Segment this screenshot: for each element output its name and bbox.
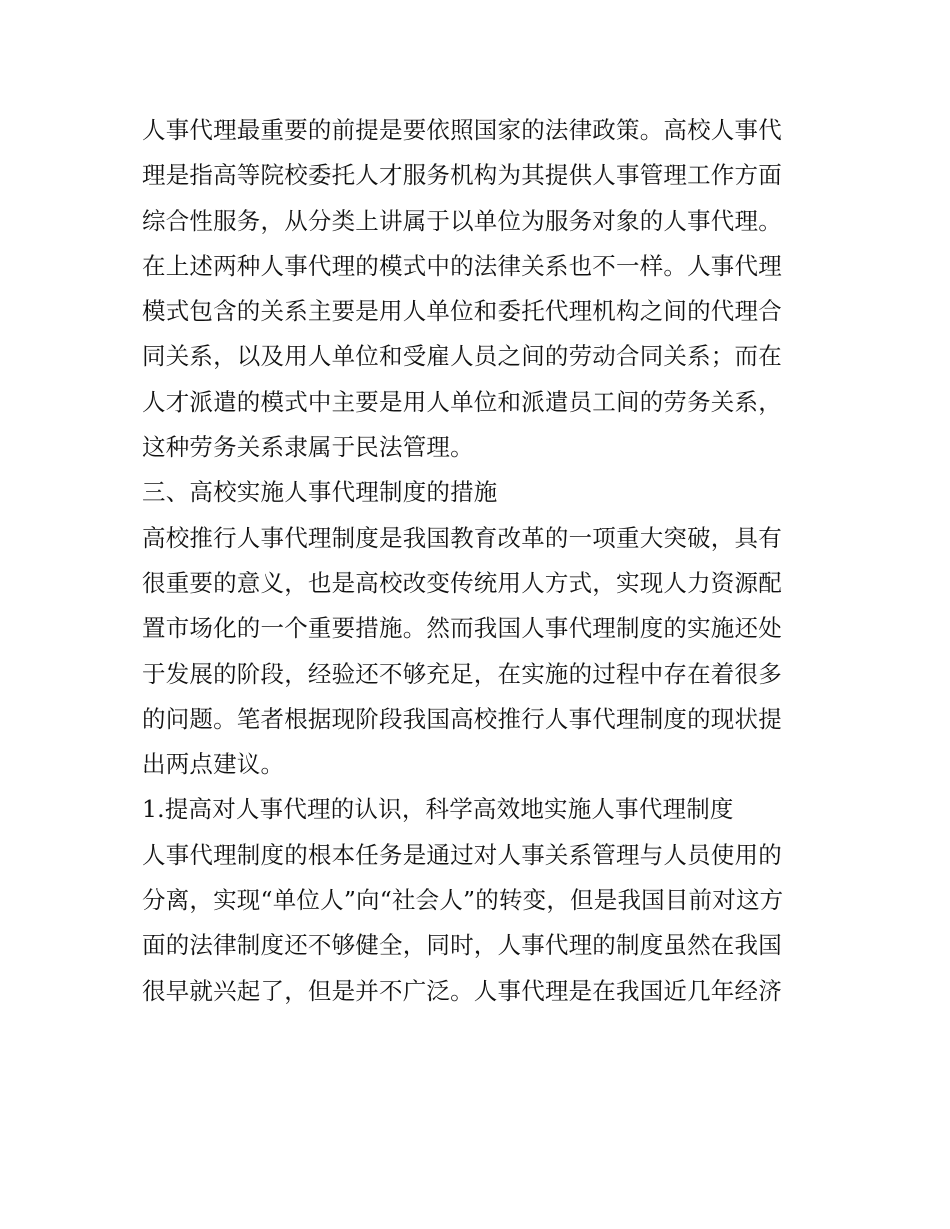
text-line: 很早就兴起了，但是并不广泛。人事代理是在我国近几年经济 xyxy=(142,976,782,1005)
text-line: 的问题。笔者根据现阶段我国高校推行人事代理制度的现状提 xyxy=(142,704,782,733)
text-line: 很重要的意义，也是高校改变传统用人方式，实现人力资源配 xyxy=(142,568,782,597)
text-line: 模式包含的关系主要是用人单位和委托代理机构之间的代理合 xyxy=(142,297,782,326)
text-line: 这种劳务关系隶属于民法管理。 xyxy=(142,433,474,462)
text-line: 出两点建议。 xyxy=(142,750,285,779)
text-line: 综合性服务，从分类上讲属于以单位为服务对象的人事代理。 xyxy=(142,206,782,235)
subsection-heading: 1.提高对人事代理的认识，科学高效地实施人事代理制度 xyxy=(142,795,734,824)
text-line: 在上述两种人事代理的模式中的法律关系也不一样。人事代理 xyxy=(142,251,782,280)
text-line: 于发展的阶段，经验还不够充足，在实施的过程中存在着很多 xyxy=(142,659,782,688)
text-line: 人事代理制度的根本任务是通过对人事关系管理与人员使用的 xyxy=(142,840,782,869)
text-line: 置市场化的一个重要措施。然而我国人事代理制度的实施还处 xyxy=(142,614,782,643)
text-line: 面的法律制度还不够健全，同时，人事代理的制度虽然在我国 xyxy=(142,931,782,960)
section-heading: 三、高校实施人事代理制度的措施 xyxy=(142,478,498,507)
text-line: 高校推行人事代理制度是我国教育改革的一项重大突破，具有 xyxy=(142,523,782,552)
document-body xyxy=(142,108,814,1014)
text-line: 理是指高等院校委托人才服务机构为其提供人事管理工作方面 xyxy=(142,161,782,190)
text-line: 分离，实现“单位人”向“社会人”的转变，但是我国目前对这方 xyxy=(142,886,784,915)
text-line: 同关系，以及用人单位和受雇人员之间的劳动合同关系；而在 xyxy=(142,342,782,371)
text-line: 人事代理最重要的前提是要依照国家的法律政策。高校人事代 xyxy=(142,116,782,144)
text-line: 人才派遣的模式中主要是用人单位和派遣员工间的劳务关系， xyxy=(142,387,782,416)
